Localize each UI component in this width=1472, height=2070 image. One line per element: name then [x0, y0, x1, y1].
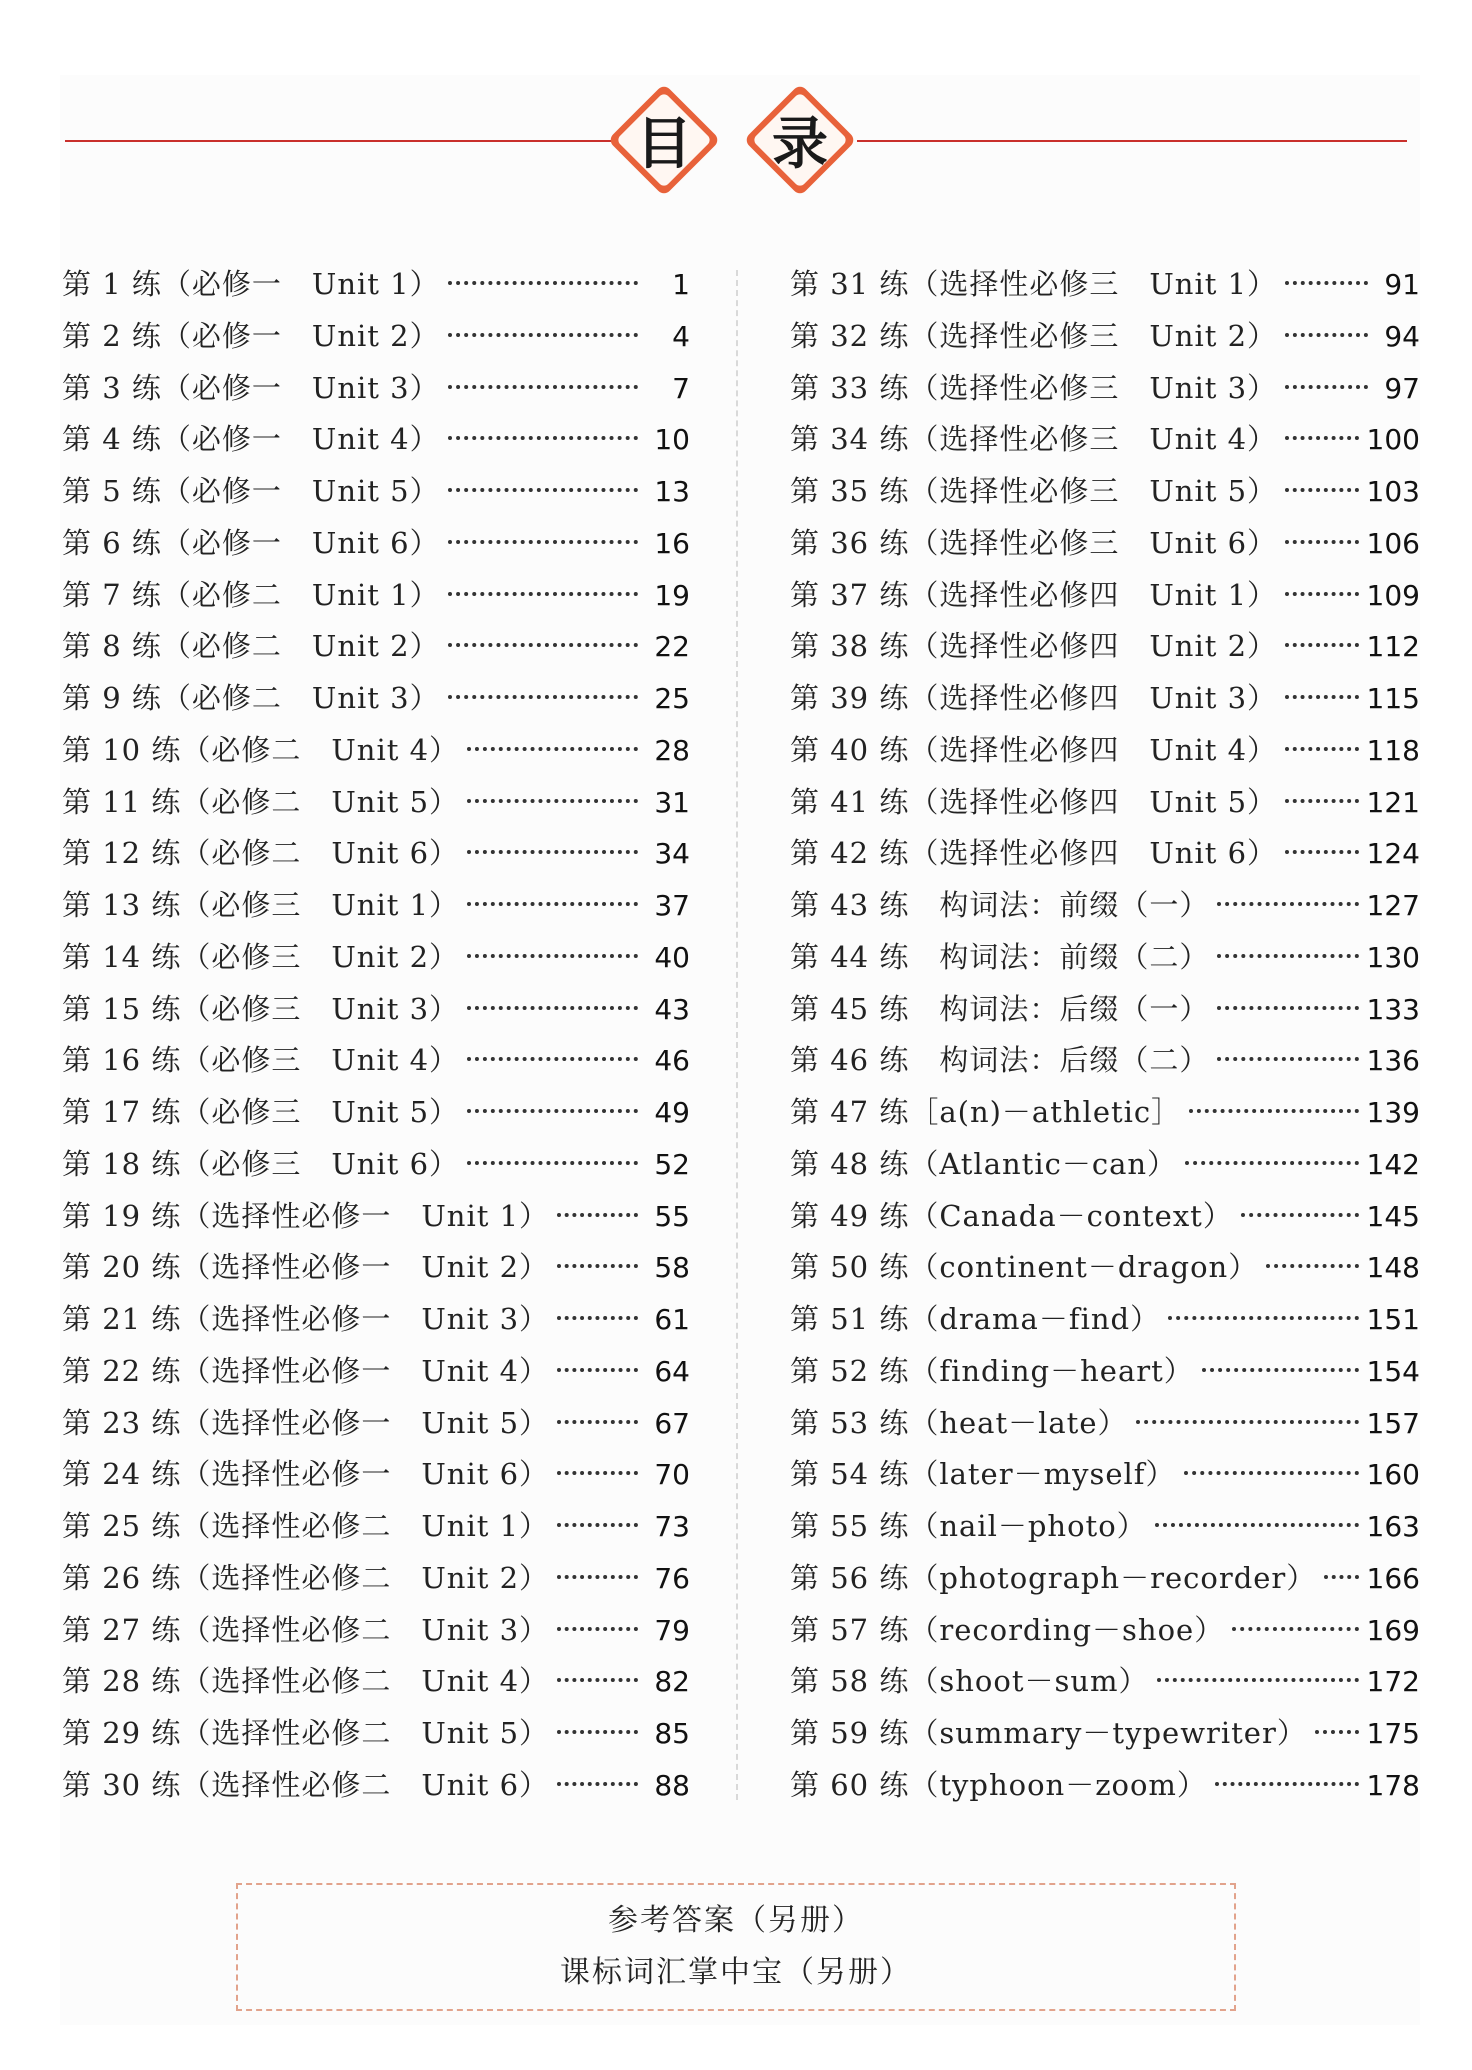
- toc-entry-label: 第 47 练［a(n)－athletic］: [790, 1095, 1182, 1129]
- toc-entry-label: 第 51 练（drama－find）: [790, 1302, 1161, 1336]
- toc-entry[interactable]: [790, 1038, 1420, 1090]
- vocabulary-booklet-note[interactable]: 课标词汇掌中宝（另册）: [560, 1955, 912, 1990]
- dot-leader: [1157, 1678, 1359, 1682]
- toc-entry[interactable]: [790, 1556, 1420, 1608]
- dot-leader: [467, 747, 638, 751]
- toc-entry-label: 第 4 练（必修一 Unit 4）: [62, 422, 440, 457]
- toc-entry-label: 第 42 练（选择性必修四 Unit 6）: [790, 836, 1278, 871]
- toc-entry[interactable]: [790, 1194, 1420, 1246]
- toc-entry[interactable]: [62, 469, 690, 521]
- title-diamond-1: [612, 88, 716, 192]
- dot-leader: [557, 1213, 638, 1217]
- dot-leader: [467, 799, 638, 803]
- dot-leader: [557, 1730, 638, 1734]
- dot-leader: [1324, 1575, 1358, 1579]
- toc-entry[interactable]: [790, 1349, 1420, 1401]
- toc-entry-label: 第 30 练（选择性必修二 Unit 6）: [62, 1767, 550, 1802]
- header-rule-left: [65, 140, 620, 142]
- dot-leader: [448, 488, 638, 492]
- toc-entry-label: 第 41 练（选择性必修四 Unit 5）: [790, 784, 1278, 819]
- dot-leader: [1285, 695, 1358, 699]
- toc-entry-page-number: 22: [654, 630, 690, 664]
- toc-entry[interactable]: [790, 573, 1420, 625]
- toc-entry[interactable]: [62, 780, 690, 832]
- toc-entry-label: 第 23 练（选择性必修一 Unit 5）: [62, 1405, 550, 1440]
- toc-entry[interactable]: [790, 935, 1420, 987]
- dot-leader: [448, 436, 638, 440]
- toc-entry-label: 第 10 练（必修二 Unit 4）: [62, 732, 460, 767]
- dot-leader: [1215, 1782, 1359, 1786]
- header-rule-right: [857, 140, 1407, 142]
- toc-entry-page-number: 91: [1384, 268, 1420, 301]
- toc-entry[interactable]: [62, 1297, 690, 1349]
- toc-entry-label: 第 3 练（必修一 Unit 3）: [62, 370, 440, 405]
- toc-entry-label: 第 45 练 构词法：后缀（一）: [790, 991, 1210, 1026]
- toc-entry[interactable]: [62, 1194, 690, 1246]
- dot-leader: [448, 333, 638, 337]
- toc-entry[interactable]: [62, 1763, 690, 1815]
- toc-entry-label: 第 48 练（Atlantic－can）: [790, 1146, 1178, 1181]
- toc-entry[interactable]: [62, 831, 690, 883]
- toc-entry-label: 第 39 练（选择性必修四 Unit 3）: [790, 681, 1278, 715]
- dot-leader: [467, 954, 638, 958]
- toc-entry[interactable]: [790, 417, 1420, 469]
- toc-entry[interactable]: [62, 883, 690, 935]
- dot-leader: [557, 1368, 638, 1372]
- toc-entry-label: 第 15 练（必修三 Unit 3）: [62, 991, 460, 1026]
- toc-entry-page-number: 121: [1366, 785, 1420, 819]
- dot-leader: [557, 1264, 638, 1268]
- toc-entry-page-number: 115: [1366, 682, 1420, 715]
- toc-entry-label: 第 58 练（shoot－sum）: [790, 1664, 1149, 1699]
- toc-entry-page-number: 61: [654, 1303, 690, 1336]
- dot-leader: [1185, 1161, 1359, 1165]
- dot-leader: [1315, 1730, 1359, 1734]
- toc-entry-label: 第 34 练（选择性必修三 Unit 4）: [790, 422, 1278, 457]
- toc-entry[interactable]: [790, 728, 1420, 780]
- toc-entry-page-number: 64: [654, 1354, 690, 1388]
- toc-entry-page-number: 19: [654, 578, 690, 612]
- toc-entry-label: 第 9 练（必修二 Unit 3）: [62, 681, 440, 715]
- toc-entry-page-number: 70: [654, 1458, 690, 1492]
- toc-entry-page-number: 106: [1366, 526, 1420, 560]
- toc-entry[interactable]: [62, 987, 690, 1039]
- dot-leader: [1232, 1627, 1358, 1631]
- toc-entry[interactable]: [790, 987, 1420, 1039]
- toc-entry-label: 第 55 练（nail－photo）: [790, 1509, 1147, 1543]
- toc-entry-label: 第 32 练（选择性必修三 Unit 2）: [790, 318, 1278, 353]
- toc-entry[interactable]: [62, 1608, 690, 1660]
- toc-entry[interactable]: [62, 1659, 690, 1711]
- toc-entry-label: 第 7 练（必修二 Unit 1）: [62, 577, 440, 612]
- toc-entry-page-number: 103: [1366, 475, 1420, 508]
- toc-entry-page-number: 124: [1366, 837, 1420, 871]
- toc-entry-label: 第 56 练（photograph－recorder）: [790, 1560, 1317, 1595]
- toc-entry-page-number: 16: [654, 526, 690, 560]
- toc-entry-page-number: 49: [654, 1096, 690, 1129]
- dot-leader: [448, 695, 638, 699]
- appendix-box: [236, 1883, 1236, 2011]
- toc-entry-label: 第 54 练（later－myself）: [790, 1457, 1176, 1492]
- toc-entry-page-number: 55: [654, 1199, 690, 1233]
- toc-entry-page-number: 136: [1366, 1044, 1420, 1078]
- toc-entry[interactable]: [790, 1763, 1420, 1815]
- toc-entry-label: 第 40 练（选择性必修四 Unit 4）: [790, 732, 1278, 767]
- toc-entry[interactable]: [62, 728, 690, 780]
- toc-entry[interactable]: [62, 1452, 690, 1504]
- toc-entry-page-number: 10: [654, 423, 690, 457]
- toc-entry-label: 第 2 练（必修一 Unit 2）: [62, 318, 440, 353]
- toc-entry-page-number: 7: [672, 371, 690, 405]
- toc-entry-label: 第 1 练（必修一 Unit 1）: [62, 267, 440, 301]
- toc-entry-page-number: 76: [654, 1561, 690, 1595]
- toc-entry-page-number: 4: [672, 319, 690, 353]
- toc-entry[interactable]: [62, 1142, 690, 1194]
- toc-entry-label: 第 21 练（选择性必修一 Unit 3）: [62, 1302, 550, 1336]
- toc-entry-page-number: 31: [654, 785, 690, 819]
- title-diamond-2: [748, 88, 852, 192]
- dot-leader: [1285, 488, 1358, 492]
- toc-entry-label: 第 53 练（heat－late）: [790, 1405, 1128, 1440]
- dot-leader: [1285, 540, 1358, 544]
- toc-entry-page-number: 1: [672, 268, 690, 301]
- dot-leader: [448, 540, 638, 544]
- toc-entry-label: 第 36 练（选择性必修三 Unit 6）: [790, 525, 1278, 560]
- toc-entry[interactable]: [62, 521, 690, 573]
- toc-entry-label: 第 26 练（选择性必修二 Unit 2）: [62, 1560, 550, 1595]
- toc-entry[interactable]: [790, 262, 1420, 314]
- toc-entry[interactable]: [790, 1401, 1420, 1453]
- dot-leader: [1285, 592, 1358, 596]
- toc-entry-page-number: 178: [1366, 1768, 1420, 1802]
- toc-entry-page-number: 169: [1366, 1613, 1420, 1647]
- toc-entry-page-number: 142: [1366, 1147, 1420, 1181]
- toc-entry[interactable]: [790, 521, 1420, 573]
- toc-entry-page-number: 25: [654, 682, 690, 715]
- toc-entry-page-number: 100: [1366, 423, 1420, 457]
- toc-left-column: [62, 262, 690, 1815]
- toc-entry-page-number: 79: [654, 1613, 690, 1647]
- toc-entry-page-number: 133: [1366, 992, 1420, 1026]
- dot-leader: [557, 1627, 638, 1631]
- toc-entry[interactable]: [62, 1038, 690, 1090]
- toc-entry-page-number: 94: [1384, 319, 1420, 353]
- dot-leader: [1168, 1316, 1358, 1320]
- dot-leader: [1285, 281, 1368, 285]
- toc-entry[interactable]: [62, 1349, 690, 1401]
- toc-entry-label: 第 52 练（finding－heart）: [790, 1353, 1194, 1388]
- toc-entry[interactable]: [62, 417, 690, 469]
- toc-entry-page-number: 112: [1366, 630, 1420, 664]
- toc-entry-page-number: 163: [1366, 1510, 1420, 1543]
- toc-entry-page-number: 28: [654, 733, 690, 767]
- dot-leader: [448, 281, 638, 285]
- toc-entry-label: 第 27 练（选择性必修二 Unit 3）: [62, 1612, 550, 1647]
- toc-entry[interactable]: [790, 676, 1420, 728]
- toc-entry-page-number: 160: [1366, 1458, 1420, 1492]
- dot-leader: [557, 1678, 638, 1682]
- dot-leader: [1285, 643, 1358, 647]
- toc-entry-page-number: 82: [654, 1665, 690, 1699]
- dot-leader: [467, 1161, 638, 1165]
- toc-entry-page-number: 130: [1366, 940, 1420, 974]
- dot-leader: [1285, 436, 1358, 440]
- dot-leader: [557, 1471, 638, 1475]
- toc-entry-label: 第 22 练（选择性必修一 Unit 4）: [62, 1353, 550, 1388]
- dot-leader: [1285, 385, 1368, 389]
- toc-entry-page-number: 34: [654, 837, 690, 871]
- toc-entry-page-number: 151: [1366, 1303, 1420, 1336]
- toc-entry[interactable]: [62, 676, 690, 728]
- toc-entry[interactable]: [62, 1090, 690, 1142]
- toc-right-column: [790, 262, 1420, 1815]
- toc-entry-label: 第 35 练（选择性必修三 Unit 5）: [790, 474, 1278, 508]
- toc-entry-page-number: 37: [654, 889, 690, 922]
- toc-entry-label: 第 50 练（continent－dragon）: [790, 1250, 1259, 1285]
- toc-entry[interactable]: [62, 935, 690, 987]
- toc-entry[interactable]: [62, 1504, 690, 1556]
- toc-entry[interactable]: [790, 1090, 1420, 1142]
- toc-entry[interactable]: [62, 1711, 690, 1763]
- toc-entry[interactable]: [790, 1711, 1420, 1763]
- toc-entry-page-number: 88: [654, 1768, 690, 1802]
- title-char-2: 录: [772, 112, 828, 177]
- dot-leader: [557, 1316, 638, 1320]
- dot-leader: [467, 850, 638, 854]
- toc-entry[interactable]: [790, 1452, 1420, 1504]
- dot-leader: [557, 1420, 638, 1424]
- toc-entry-label: 第 12 练（必修二 Unit 6）: [62, 836, 460, 871]
- toc-entry[interactable]: [62, 314, 690, 366]
- toc-entry-label: 第 31 练（选择性必修三 Unit 1）: [790, 267, 1278, 301]
- dot-leader: [1189, 1109, 1358, 1113]
- dot-leader: [467, 902, 638, 906]
- toc-entry[interactable]: [790, 883, 1420, 935]
- dot-leader: [467, 1109, 638, 1113]
- toc-entry-label: 第 19 练（选择性必修一 Unit 1）: [62, 1198, 550, 1233]
- toc-entry-page-number: 175: [1366, 1717, 1420, 1750]
- toc-entry[interactable]: [790, 1659, 1420, 1711]
- toc-entry-label: 第 24 练（选择性必修一 Unit 6）: [62, 1457, 550, 1492]
- dot-leader: [1285, 333, 1368, 337]
- toc-entry-label: 第 11 练（必修二 Unit 5）: [62, 784, 460, 819]
- toc-entry[interactable]: [62, 1401, 690, 1453]
- dot-leader: [467, 1057, 638, 1061]
- toc-entry-label: 第 17 练（必修三 Unit 5）: [62, 1095, 460, 1129]
- dot-leader: [1136, 1420, 1359, 1424]
- dot-leader: [448, 592, 638, 596]
- toc-entry-page-number: 172: [1366, 1665, 1420, 1699]
- dot-leader: [1266, 1264, 1358, 1268]
- toc-entry-page-number: 127: [1366, 889, 1420, 922]
- toc-entry-label: 第 60 练（typhoon－zoom）: [790, 1767, 1207, 1802]
- toc-entry-page-number: 148: [1366, 1251, 1420, 1285]
- toc-entry[interactable]: [790, 1245, 1420, 1297]
- dot-leader: [448, 385, 638, 389]
- dot-leader: [1155, 1523, 1359, 1527]
- dot-leader: [1217, 954, 1358, 958]
- dot-leader: [1184, 1471, 1359, 1475]
- toc-entry-label: 第 13 练（必修三 Unit 1）: [62, 888, 460, 922]
- dot-leader: [1285, 799, 1358, 803]
- toc-entry-label: 第 29 练（选择性必修二 Unit 5）: [62, 1716, 550, 1750]
- toc-entry-page-number: 52: [654, 1147, 690, 1181]
- dot-leader: [1241, 1213, 1359, 1217]
- toc-entry-page-number: 145: [1366, 1199, 1420, 1233]
- toc-entry-page-number: 97: [1384, 371, 1420, 405]
- toc-entry[interactable]: [62, 573, 690, 625]
- toc-entry-label: 第 46 练 构词法：后缀（二）: [790, 1043, 1210, 1078]
- dot-leader: [1217, 1057, 1358, 1061]
- dot-leader: [448, 643, 638, 647]
- dot-leader: [1217, 1006, 1358, 1010]
- toc-entry-page-number: 118: [1366, 733, 1420, 767]
- toc-entry-label: 第 59 练（summary－typewriter）: [790, 1716, 1307, 1750]
- dot-leader: [1285, 850, 1358, 854]
- toc-entry-page-number: 154: [1366, 1354, 1420, 1388]
- title-char-1: 目: [636, 112, 692, 177]
- toc-entry-page-number: 58: [654, 1251, 690, 1285]
- toc-entry[interactable]: [790, 1297, 1420, 1349]
- toc-entry[interactable]: [62, 624, 690, 676]
- toc-entry-page-number: 166: [1366, 1561, 1420, 1595]
- toc-entry[interactable]: [790, 780, 1420, 832]
- toc-entry-label: 第 44 练 构词法：前缀（二）: [790, 939, 1210, 974]
- dot-leader: [557, 1575, 638, 1579]
- toc-entry[interactable]: [62, 366, 690, 418]
- toc-entry-label: 第 57 练（recording－shoe）: [790, 1612, 1225, 1647]
- toc-entry[interactable]: [790, 469, 1420, 521]
- toc-entry-label: 第 28 练（选择性必修二 Unit 4）: [62, 1664, 550, 1699]
- toc-entry-label: 第 5 练（必修一 Unit 5）: [62, 474, 440, 508]
- toc-entry-page-number: 40: [654, 940, 690, 974]
- toc-entry[interactable]: [790, 624, 1420, 676]
- toc-entry-label: 第 18 练（必修三 Unit 6）: [62, 1146, 460, 1181]
- dot-leader: [1202, 1368, 1359, 1372]
- toc-entry[interactable]: [62, 1245, 690, 1297]
- toc-entry-page-number: 67: [654, 1406, 690, 1440]
- toc-entry-page-number: 85: [654, 1717, 690, 1750]
- toc-entry[interactable]: [790, 831, 1420, 883]
- toc-entry[interactable]: [790, 1608, 1420, 1660]
- toc-entry-label: 第 37 练（选择性必修四 Unit 1）: [790, 577, 1278, 612]
- toc-entry-page-number: 157: [1366, 1406, 1420, 1440]
- toc-entry-page-number: 13: [654, 475, 690, 508]
- toc-entry-label: 第 38 练（选择性必修四 Unit 2）: [790, 629, 1278, 664]
- dot-leader: [1217, 902, 1358, 906]
- toc-entry-label: 第 14 练（必修三 Unit 2）: [62, 939, 460, 974]
- dot-leader: [557, 1523, 638, 1527]
- toc-entry-label: 第 25 练（选择性必修二 Unit 1）: [62, 1509, 550, 1543]
- toc-entry-label: 第 20 练（选择性必修一 Unit 2）: [62, 1250, 550, 1285]
- toc-entry[interactable]: [790, 314, 1420, 366]
- toc-entry[interactable]: [62, 262, 690, 314]
- toc-entry-label: 第 49 练（Canada－context）: [790, 1198, 1233, 1233]
- dot-leader: [467, 1006, 638, 1010]
- toc-entry-page-number: 109: [1366, 578, 1420, 612]
- toc-entry-label: 第 16 练（必修三 Unit 4）: [62, 1043, 460, 1078]
- column-divider: [736, 270, 738, 1800]
- toc-entry-label: 第 6 练（必修一 Unit 6）: [62, 525, 440, 560]
- toc-entry[interactable]: [790, 366, 1420, 418]
- toc-entry-page-number: 73: [654, 1510, 690, 1543]
- toc-entry-label: 第 43 练 构词法：前缀（一）: [790, 888, 1210, 922]
- dot-leader: [557, 1782, 638, 1786]
- toc-entry[interactable]: [790, 1142, 1420, 1194]
- answer-key-note[interactable]: 参考答案（另册）: [608, 1903, 864, 1938]
- toc-entry-page-number: 139: [1366, 1096, 1420, 1129]
- toc-entry-label: 第 33 练（选择性必修三 Unit 3）: [790, 370, 1278, 405]
- dot-leader: [1285, 747, 1358, 751]
- toc-entry-label: 第 8 练（必修二 Unit 2）: [62, 629, 440, 664]
- toc-entry-page-number: 43: [654, 992, 690, 1026]
- toc-entry[interactable]: [62, 1556, 690, 1608]
- toc-entry[interactable]: [790, 1504, 1420, 1556]
- toc-entry-page-number: 46: [654, 1044, 690, 1078]
